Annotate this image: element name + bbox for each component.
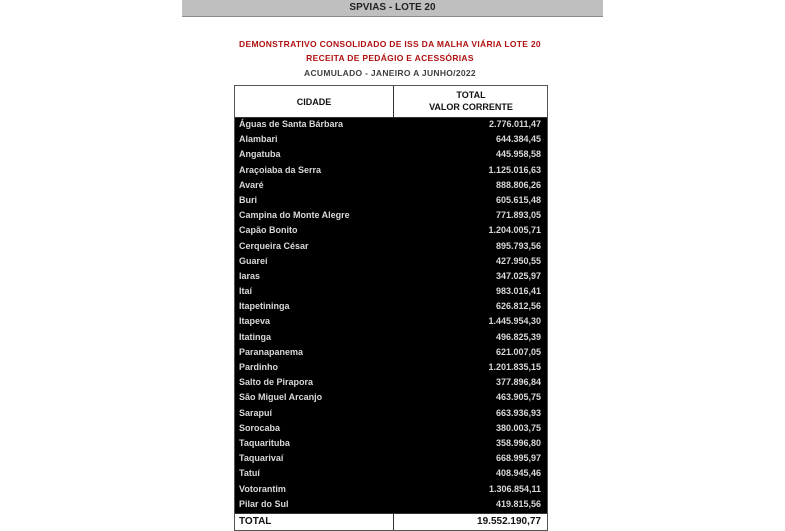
column-header-city: CIDADE (235, 86, 394, 117)
value-cell: 895.793,56 (495, 240, 541, 251)
value-cell: 1.125.016,63 (488, 164, 541, 175)
city-cell: São Miguel Arcanjo (239, 392, 323, 403)
city-cell: Araçoiaba da Serra (239, 164, 322, 175)
table-row (235, 147, 547, 162)
city-cell: Pardinho (239, 362, 279, 372)
value-cell: 1.445.954,30 (488, 316, 541, 327)
city-cell: Sarapuí (239, 407, 273, 418)
city-cell: Angatuba (239, 149, 281, 160)
value-cell: 445.958,58 (495, 149, 541, 160)
value-cell: 668.995,97 (495, 453, 541, 464)
city-cell: Buri (239, 194, 257, 205)
value-cell: 1.204.005,71 (488, 225, 541, 236)
city-cell: Alambari (239, 134, 278, 145)
value-cell: 983.016,41 (495, 286, 541, 297)
table-footer (235, 513, 547, 530)
table-row (235, 345, 547, 360)
value-cell: 427.950,55 (495, 255, 541, 266)
table-row (235, 330, 547, 345)
table-row (235, 239, 547, 254)
table-row (235, 178, 547, 193)
value-cell: 626.812,56 (495, 301, 541, 312)
table-row (235, 269, 547, 284)
table-row (235, 451, 547, 466)
table-row (235, 254, 547, 269)
city-cell: Paranapanema (239, 346, 304, 357)
value-cell: 663.936,93 (495, 407, 541, 418)
city-cell: Taquarivaí (239, 453, 284, 464)
table-row (235, 117, 547, 132)
value-cell: 1.201.835,15 (488, 362, 541, 372)
table-row (235, 406, 547, 421)
table-row (235, 208, 547, 223)
city-cell: Tatuí (239, 468, 260, 479)
value-cell: 644.384,45 (495, 134, 541, 145)
city-cell: Iaras (239, 270, 261, 281)
table-row (235, 375, 547, 390)
table-body (235, 117, 547, 512)
table-row (235, 299, 547, 314)
city-cell: Itaí (239, 286, 253, 297)
city-cell: Campina do Monte Alegre (239, 210, 350, 221)
iss-table (234, 85, 548, 531)
table-row (235, 284, 547, 299)
value-cell: 347.025,97 (495, 270, 541, 281)
city-cell: Votorantim (239, 483, 286, 494)
city-cell: Águas de Santa Bárbara (239, 119, 344, 129)
report-header-bar: SPVIAS - LOTE 20 (182, 0, 603, 17)
city-cell: Itatinga (239, 331, 272, 342)
city-cell: Taquarituba (239, 437, 290, 448)
report-title: DEMONSTRATIVO CONSOLIDADO DE ISS DA MALHA VIÁRIA LOTE 20 (239, 39, 541, 49)
value-cell: 888.806,26 (495, 179, 541, 190)
table-row (235, 482, 547, 497)
table-row (235, 466, 547, 481)
value-cell: 380.003,75 (495, 422, 541, 433)
value-cell: 621.007,05 (495, 346, 541, 357)
table-row (235, 421, 547, 436)
value-cell: 463.905,75 (495, 392, 541, 403)
table-row (235, 360, 547, 375)
value-cell: 408.945,46 (495, 468, 541, 479)
city-cell: Guareí (239, 255, 268, 266)
report-period: ACUMULADO - JANEIRO A JUNHO/2022 (304, 68, 476, 78)
city-cell: Capão Bonito (239, 225, 298, 236)
city-cell: Sorocaba (239, 422, 281, 433)
total-value: 19.552.190,77 (477, 516, 541, 527)
value-cell: 419.815,56 (495, 498, 541, 509)
table-header (235, 86, 547, 118)
value-cell: 1.306.854,11 (488, 483, 541, 494)
value-cell: 771.893,05 (495, 210, 541, 221)
table-row (235, 314, 547, 329)
city-cell: Avaré (239, 179, 264, 190)
column-divider (393, 514, 394, 530)
value-cell: 377.896,84 (495, 377, 541, 388)
value-cell: 358.996,80 (495, 437, 541, 448)
value-cell: 496.825,39 (495, 331, 541, 342)
table-row (235, 497, 547, 512)
table-row (235, 223, 547, 238)
city-cell: Itapetininga (239, 301, 290, 312)
table-row (235, 163, 547, 178)
city-cell: Pilar do Sul (239, 498, 289, 509)
report-subtitle: RECEITA DE PEDÁGIO E ACESSÓRIAS (306, 53, 474, 63)
total-label: TOTAL (239, 516, 272, 527)
city-cell: Cerqueira César (239, 240, 309, 251)
table-row (235, 390, 547, 405)
column-header-total-line2: VALOR CORRENTE (429, 102, 513, 112)
column-header-total (394, 86, 548, 117)
city-cell: Itapeva (239, 316, 271, 327)
value-cell: 605.615,48 (495, 194, 541, 205)
table-row (235, 132, 547, 147)
value-cell: 2.776.011,47 (488, 119, 541, 129)
city-cell: Salto de Pirapora (239, 377, 314, 388)
table-row (235, 193, 547, 208)
column-header-total-line1: TOTAL (456, 90, 486, 100)
table-row (235, 436, 547, 451)
